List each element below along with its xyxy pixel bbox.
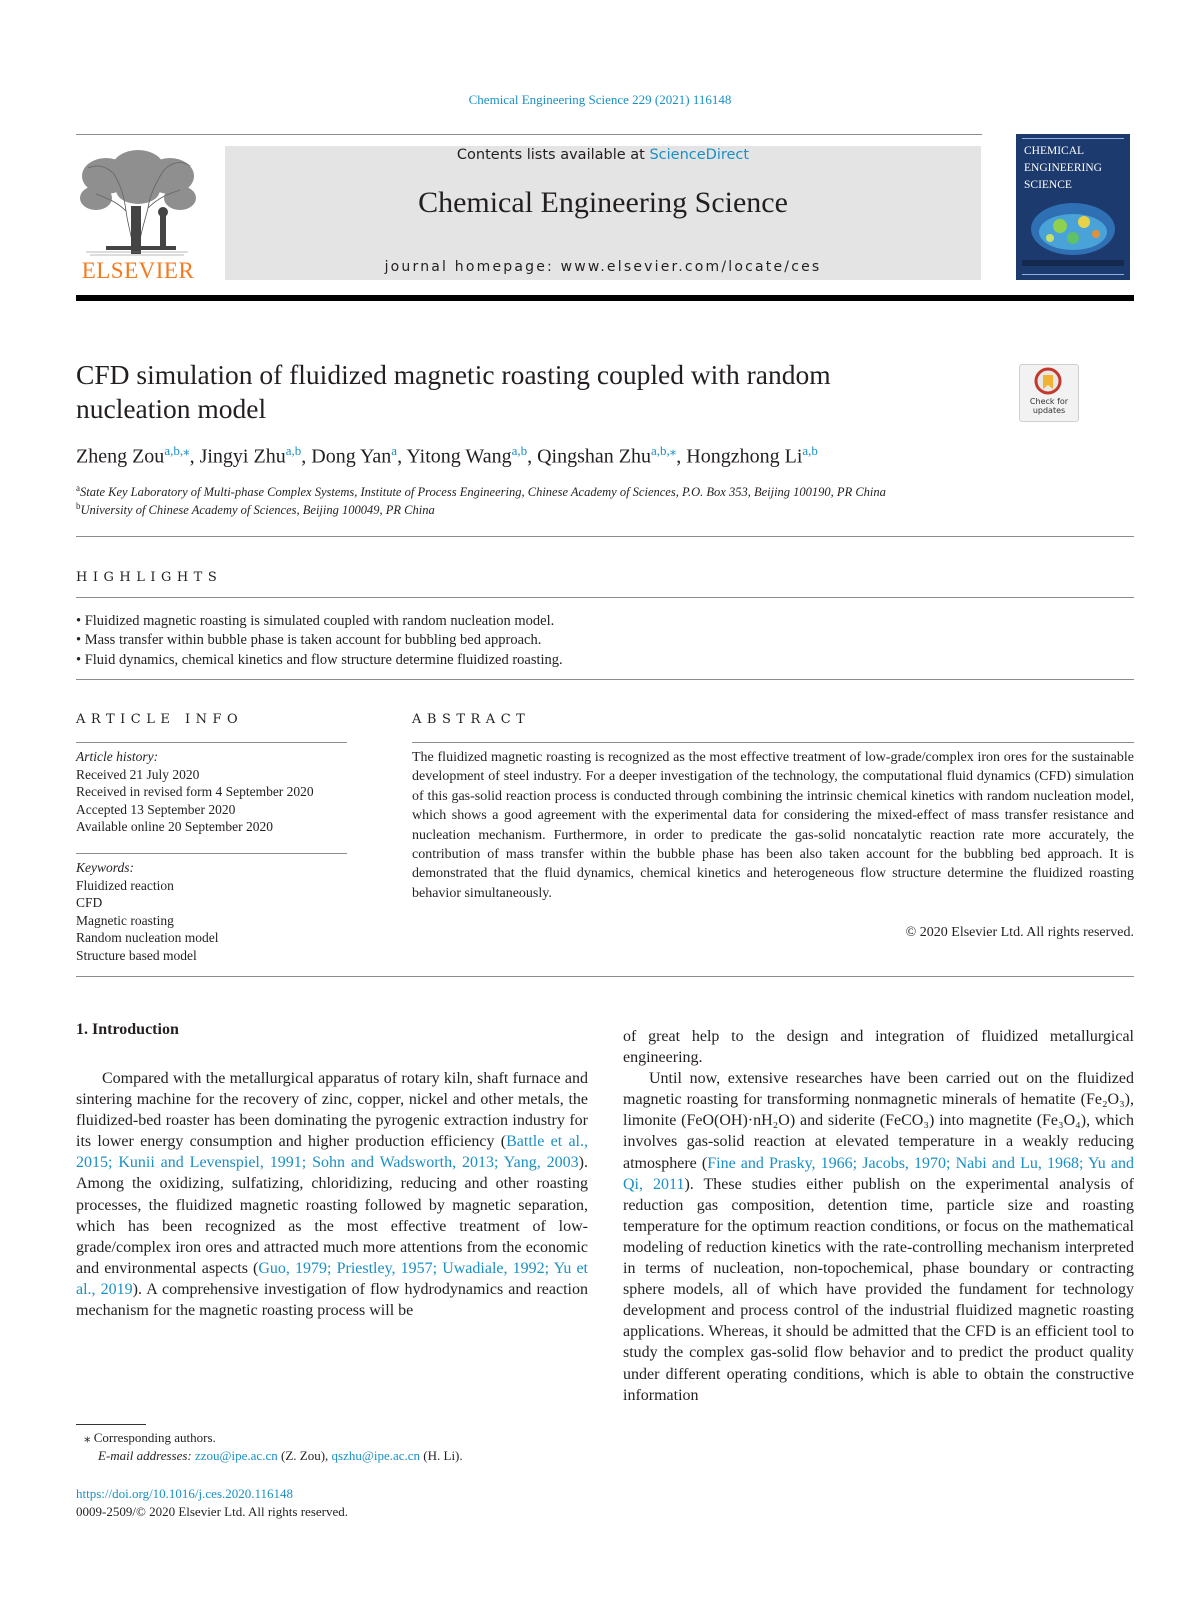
divider: [76, 976, 1134, 977]
email-label: E-mail addresses:: [98, 1448, 192, 1463]
affiliation-text: State Key Laboratory of Multi-phase Complex Systems, Institute of Process Engineering, Chinese Academy of Sciences, P.O. Box 353, Beijing 100190, PR China: [80, 485, 886, 500]
footnote-text: Corresponding authors.: [93, 1430, 216, 1445]
footnote-star: ⁎: [84, 1430, 91, 1445]
author-affiliation-marks[interactable]: a,b: [285, 443, 302, 458]
abstract-heading: ABSTRACT: [412, 712, 531, 727]
check-for-updates-label: Check for updates: [1029, 397, 1069, 415]
history-item: Available online 20 September 2020: [76, 819, 273, 834]
author-name[interactable]: Yitong Wang: [406, 445, 512, 468]
history-item: Received 21 July 2020: [76, 766, 200, 782]
check-updates-icon: [1032, 367, 1064, 397]
doi-link[interactable]: https://doi.org/10.1016/j.ces.2020.116148: [76, 1486, 294, 1501]
keyword: Magnetic roasting: [76, 912, 174, 928]
author-name[interactable]: Hongzhong Li: [686, 445, 803, 468]
abstract-copyright: © 2020 Elsevier Ltd. All rights reserved.: [905, 925, 1134, 940]
article-history: [76, 748, 346, 836]
affiliation-mark: a: [76, 483, 80, 493]
affiliation-b: [76, 501, 1136, 518]
email-owner: (Z. Zou),: [277, 1448, 332, 1463]
header-thick-rule: [76, 295, 1134, 301]
email-link[interactable]: qszhu@ipe.ac.cn: [331, 1448, 421, 1463]
divider: [76, 536, 1134, 537]
footnote-rule: [76, 1424, 146, 1425]
author-affiliation-marks[interactable]: a,b: [802, 443, 818, 458]
author-name[interactable]: Zheng Zou: [76, 445, 165, 468]
affiliation-text: University of Chinese Academy of Sciences, Beijing 100049, PR China: [80, 503, 435, 518]
author-affiliation-marks[interactable]: a: [391, 443, 398, 458]
highlight-item: • Mass transfer within bubble phase is taken account for bubbling bed approach.: [76, 632, 542, 648]
divider: [76, 597, 1134, 598]
affiliation-a: [76, 483, 1136, 500]
keywords: [76, 859, 346, 964]
citation-link[interactable]: Guo, 1979; Priestley, 1957; Uwadiale, 1992; Yu et al., 2019: [76, 1259, 589, 1298]
contents-prefix: Contents lists available at: [456, 147, 645, 163]
sciencedirect-link[interactable]: ScienceDirect: [649, 147, 750, 163]
journal-title[interactable]: Chemical Engineering Science: [418, 186, 788, 219]
highlights-heading: HIGHLIGHTS: [76, 570, 223, 585]
contents-line: [225, 147, 981, 163]
abstract-text: The fluidized magnetic roasting is recognized as the most effective treatment of low-grade/complex iron ores for the sustainable development of steel industry. For a deeper investigation of the technology, the computational fluid dynamics (CFD) simulation of this gas-solid reaction process is conducted through combining the intrinsic chemical kinetics with random nucleation model, which shows a good agreement with the experimental data for considering the mixed-effect of mass transfer resistance and nucleation mechanism. Furthermore, in order to predicate the gas-solid noncatalytic reaction rate more accurately, the contribution of mass transfer within the bubble phase has been also taken account for the bubbling bed approach. It is demonstrated that the fluid dynamics, chemical kinetics and heterogeneous flow structure determine the fluidized roasting behavior simultaneously.: [412, 750, 1134, 901]
issn-copyright: 0009-2509/© 2020 Elsevier Ltd. All rights reserved.: [76, 1504, 348, 1519]
author-separator: ,: [189, 445, 200, 468]
journal-homepage[interactable]: journal homepage: www.elsevier.com/locate/ces: [384, 259, 822, 275]
paragraph-text: ). These studies either publish on the experimental analysis of reduction gas composition, detention time, particle size and roasting temperature for the optimum reaction conditions, or focus on the mathematical modeling of reduction kinetics with the rate-controlling mechanism interpreted in terms of nucleation, non-topochemical, phase boundary or contracting sphere models, all of which have provided the fundament for technology development and process control of the industrial fluidized magnetic roasting applications. Whereas, it should be admitted that the CFD is an efficient tool to study the complex gas-solid flow behavior and to predict the product quality under different operating conditions, which is able to obtain the constructive information: [623, 1175, 1134, 1404]
paragraph: [623, 1068, 1134, 1406]
author-separator: ,: [301, 445, 312, 468]
keyword: Structure based model: [76, 947, 197, 963]
highlight-text: Mass transfer within bubble phase is taken account for bubbling bed approach.: [84, 632, 542, 648]
author-separator: ,: [397, 445, 407, 468]
paragraph: [76, 1068, 588, 1321]
paragraph-text: ). A comprehensive investigation of flow hydrodynamics and reaction mechanism for the magnetic roasting process will be: [76, 1280, 589, 1320]
divider: [76, 853, 347, 854]
author-name[interactable]: Dong Yan: [311, 445, 392, 468]
author-name[interactable]: Jingyi Zhu: [199, 445, 286, 468]
keyword: CFD: [76, 895, 103, 910]
section-heading: 1. Introduction: [76, 1021, 179, 1038]
email-footnote: [98, 1448, 463, 1464]
keyword: Random nucleation model: [76, 930, 219, 945]
citation-link[interactable]: Battle et al., 2015; Kunii and Levenspiel, 1991; Sohn and Wadsworth, 2013; Yang, 2003: [76, 1133, 588, 1172]
title-line-2: nucleation model: [76, 393, 267, 424]
body-column-right: [623, 1026, 1134, 1406]
publisher-wordmark[interactable]: ELSEVIER: [81, 258, 195, 283]
title-line-1: CFD simulation of fluidized magnetic roasting coupled with random: [76, 359, 831, 390]
highlight-item: • Fluidized magnetic roasting is simulated coupled with random nucleation model.: [76, 613, 555, 629]
paragraph-text: ). Among the oxidizing, sulfatizing, chloridizing, reducing and other roasting processes, the fluidized magnetic roasting followed by magnetic separation, which has been recognized as the most effective treatment of low-grade/complex iron ores and attracted much more attentions from the economic and environmental aspects (: [76, 1154, 588, 1277]
citation-link[interactable]: Fine and Prasky, 1966; Jacobs, 1970; Nabi and Lu, 1968; Yu and Qi, 2011: [623, 1154, 1134, 1193]
body-column-left: [76, 1068, 588, 1321]
divider: [76, 742, 347, 743]
history-item: Accepted 13 September 2020: [76, 801, 236, 817]
cover-title-line: SCIENCE: [1024, 179, 1072, 191]
affiliation-mark: b: [76, 501, 81, 511]
paragraph-text: Compared with the metallurgical apparatus of rotary kiln, shaft furnace and sintering machine for the recovery of zinc, copper, nickel and other metals, the fluidized-bed roaster has been dominating the pyrogenic extraction industry for its lower energy consumption and higher production efficiency (: [76, 1070, 588, 1151]
history-label: Article history:: [76, 749, 159, 764]
cover-title-line: ENGINEERING: [1024, 162, 1102, 174]
highlight-item: • Fluid dynamics, chemical kinetics and flow structure determine fluidized roasting.: [76, 652, 563, 668]
divider: [76, 679, 1134, 680]
paragraph-text: Until now, extensive researches have been carried out on the fluidized magnetic roasting for transforming nonmagnetic minerals of hematite (Fe₂O₃), limonite (FeO(OH)·nH₂O) and siderite (FeCO₃) into magnetite (Fe₃O₄), which involves gas-solid reaction at elevated temperature in a weakly reducing atmosphere (: [623, 1070, 1134, 1172]
article-info-heading: ARTICLE INFO: [76, 712, 244, 727]
author-name[interactable]: Qingshan Zhu: [537, 445, 651, 468]
cover-title: [1024, 143, 1128, 194]
highlight-text: Fluidized magnetic roasting is simulated coupled with random nucleation model.: [84, 613, 555, 629]
author-list: [76, 443, 1136, 469]
cover-title-line: CHEMICAL: [1024, 145, 1085, 157]
author-affiliation-marks[interactable]: a,b,⁎: [164, 443, 190, 458]
email-owner: (H. Li).: [420, 1448, 463, 1463]
history-item: Received in revised form 4 September 2020: [76, 784, 314, 799]
author-separator: ,: [527, 445, 538, 468]
email-link[interactable]: zzou@ipe.ac.cn: [195, 1448, 278, 1463]
keyword: Fluidized reaction: [76, 877, 174, 893]
author-affiliation-marks[interactable]: a,b: [511, 443, 528, 458]
keywords-label: Keywords:: [76, 860, 134, 875]
divider: [412, 742, 1134, 743]
article-title: [76, 358, 976, 426]
corresponding-footnote: [84, 1430, 216, 1446]
highlight-text: Fluid dynamics, chemical kinetics and flow structure determine fluidized roasting.: [84, 652, 563, 668]
author-separator: ,: [676, 445, 687, 468]
author-affiliation-marks[interactable]: a,b,⁎: [651, 443, 677, 458]
header-rule: [76, 134, 982, 135]
paragraph-continuation: of great help to the design and integration of fluidized metallurgical engineering.: [623, 1028, 1134, 1067]
journal-citation[interactable]: Chemical Engineering Science 229 (2021) 116148: [468, 92, 732, 107]
